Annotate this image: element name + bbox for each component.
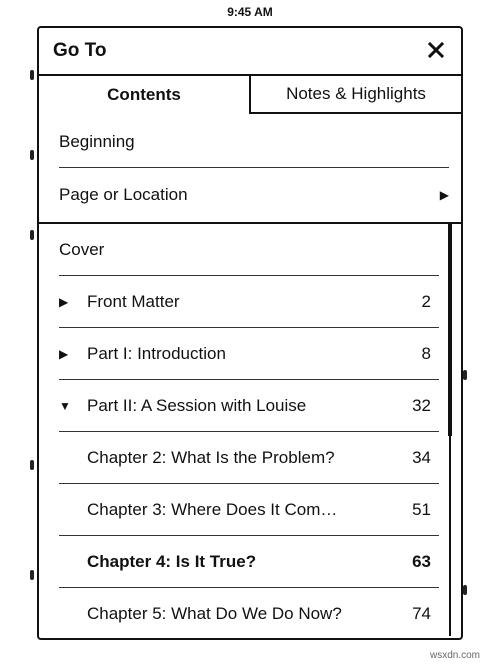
tab-contents[interactable]: [39, 76, 249, 114]
toc-item-page: 2: [421, 292, 431, 311]
expand-arrow-icon[interactable]: ▶: [59, 347, 69, 361]
page-or-location-label: Page or Location: [59, 185, 188, 204]
expand-arrow-icon[interactable]: ▶: [59, 295, 69, 309]
clock: 9:45 AM: [227, 5, 273, 19]
toc-item-chapter-4-current[interactable]: [59, 536, 439, 588]
beginning-label: Beginning: [59, 131, 135, 151]
toc-item-page: 34: [412, 448, 431, 467]
dialog-title: Go To: [53, 40, 107, 61]
toc-item-label: Chapter 2: What Is the Problem?: [87, 448, 335, 467]
background-page-edge-left: [30, 40, 34, 600]
go-to-dialog: [37, 26, 463, 640]
watermark-text: wsxdn.com: [430, 650, 481, 661]
toc-item-chapter-2[interactable]: [59, 432, 439, 484]
triangle-right-icon: ▶: [439, 188, 449, 202]
toc-list: [39, 224, 449, 636]
toc-item-label: Chapter 5: What Do We Do Now?: [87, 604, 342, 623]
toc-item-label: Part II: A Session with Louise: [87, 396, 307, 415]
toc-item-label: Cover: [59, 240, 105, 259]
toc-item-page: 8: [421, 344, 431, 363]
toc-item-label: Chapter 3: Where Does It Com…: [87, 500, 338, 519]
toc-item-label: Chapter 4: Is It True?: [87, 552, 257, 571]
background-page-edge-right: [463, 40, 467, 600]
tab-bar: [39, 76, 461, 114]
close-button[interactable]: [423, 37, 449, 63]
tab-notes-highlights[interactable]: [249, 76, 461, 114]
scrollbar-thumb[interactable]: [448, 224, 452, 436]
toc-item-cover[interactable]: [59, 224, 439, 276]
toc-item-page: 32: [412, 396, 431, 415]
beginning-item[interactable]: [59, 116, 449, 168]
tab-notes-highlights-label: Notes & Highlights: [286, 84, 426, 103]
toc-item-label: Part I: Introduction: [87, 344, 226, 363]
toc-item-page: 51: [412, 500, 431, 519]
dialog-header: [39, 28, 461, 76]
page-or-location-item[interactable]: [59, 169, 449, 221]
close-icon: [428, 42, 444, 58]
status-bar: [0, 0, 500, 24]
toc-item-page: 74: [412, 604, 431, 623]
toc-item-part-2[interactable]: [59, 380, 439, 432]
toc-item-chapter-5[interactable]: [59, 588, 439, 640]
toc-item-page: 63: [412, 552, 431, 571]
tab-contents-label: Contents: [107, 85, 181, 104]
collapse-arrow-icon[interactable]: ▼: [59, 399, 71, 413]
toc-item-front-matter[interactable]: [59, 276, 439, 328]
toc-item-chapter-3[interactable]: [59, 484, 439, 536]
toc-item-part-1[interactable]: [59, 328, 439, 380]
toc-item-label: Front Matter: [87, 292, 180, 311]
